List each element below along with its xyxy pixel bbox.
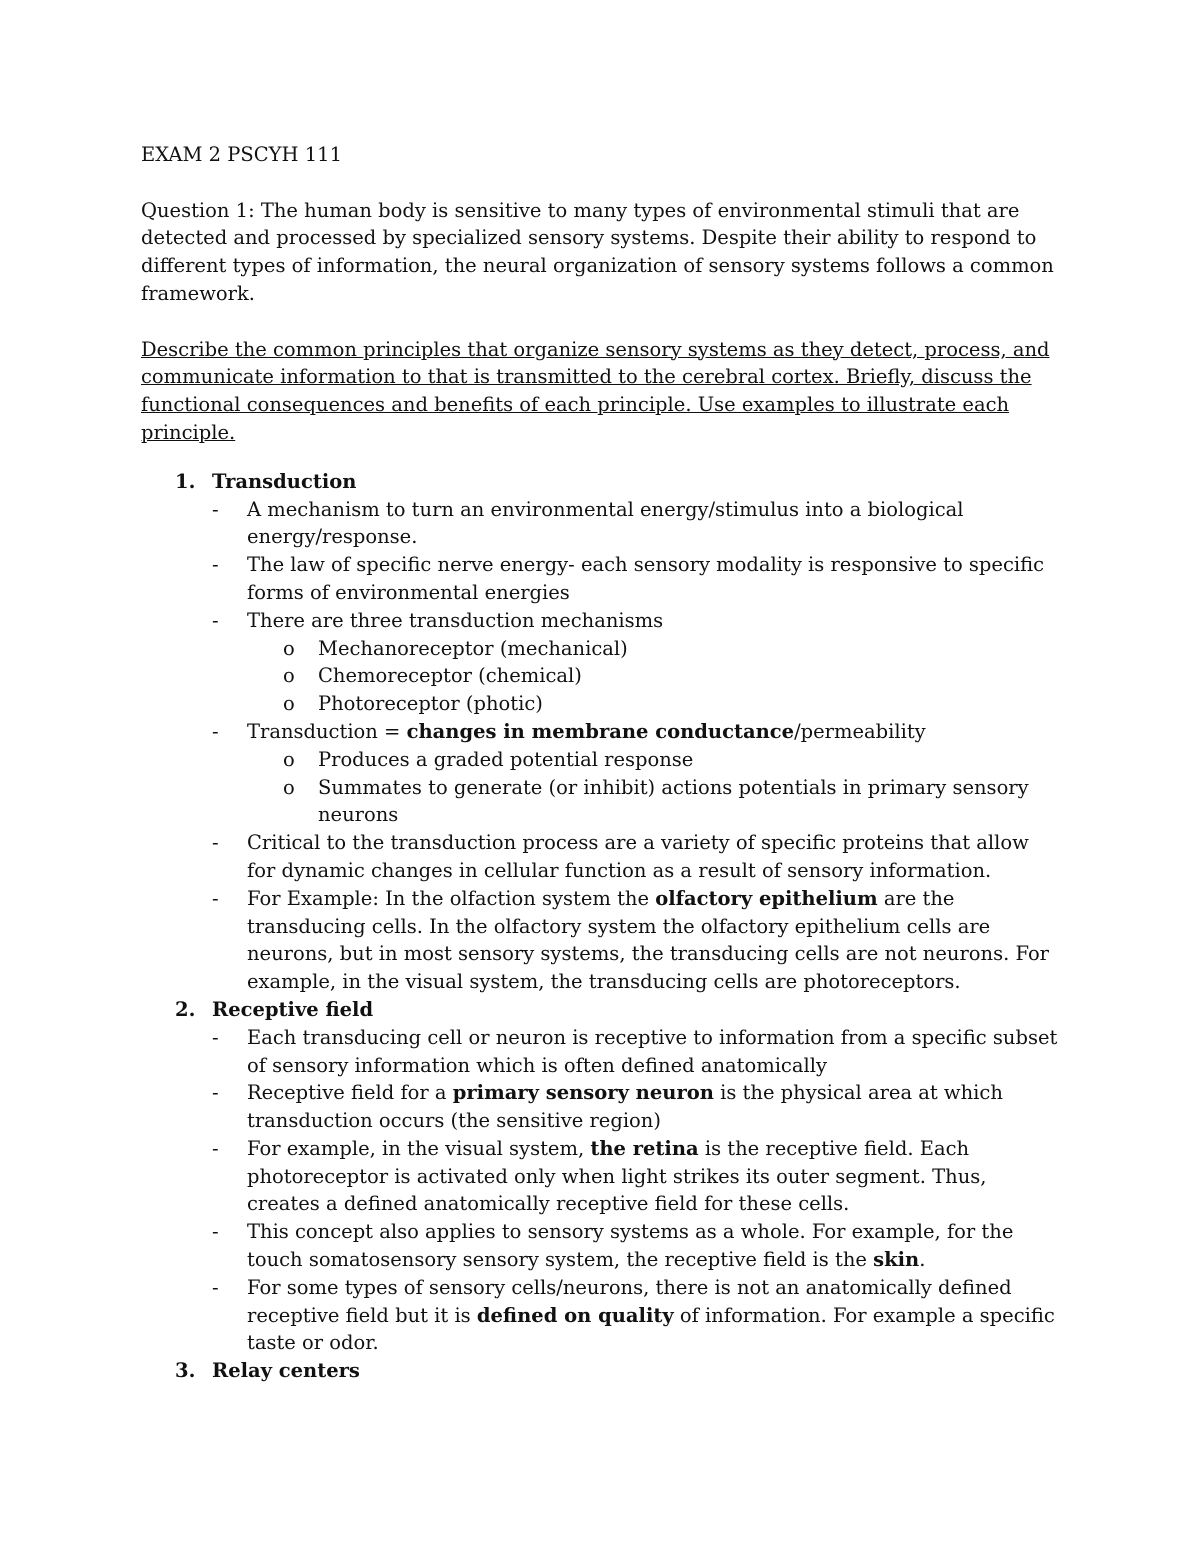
bullet-text-post: are the transducing cells. In the olfactory system the olfactory epithelium cells are neurons, but in most sensory systems, the transducing cells are not neurons. For example, in the visual system, the transducing cells are photoreceptors. [247, 886, 1050, 994]
sub-bullet-text: Summates to generate (or inhibit) actions potentials in primary sensory neurons [318, 775, 1029, 827]
section-title: Transduction [212, 469, 357, 493]
document-page [141, 141, 1066, 1385]
bullet-item [141, 718, 1066, 746]
bullet-text: Each transducing cell or neuron is receptive to information from a specific subset of sensory information which is often defined anatomically [247, 1025, 1058, 1077]
question-prompt: Describe the common principles that organize sensory systems as they detect, process, and communicate information to that is transmitted to the cerebral cortex. Briefly, discuss the functional consequences and benefits of each principle. Use examples to illustrate each principle. [141, 337, 1050, 444]
bullet-item [141, 1079, 1066, 1135]
bullet-text-pre: For example, in the visual system, [247, 1136, 591, 1160]
dash-marker: - [212, 1220, 219, 1244]
bullet-text: Critical to the transduction process are a variety of specific proteins that allow for dynamic changes in cellular function as a result of sensory information. [247, 831, 1029, 882]
bullet-text-post: is the receptive field. Each photoreceptor is activated only when light strikes its outer segment. Thus, creates a defined anatomically receptive field for these cells. [247, 1136, 987, 1216]
bullet-text-post: /permeability [794, 719, 926, 743]
dash-marker: - [212, 886, 219, 910]
bullet-text-post: of information. For example a specific taste or odor. [247, 1303, 1055, 1355]
sub-bullet-item [141, 746, 1066, 774]
bullet-item [141, 551, 1066, 607]
bullet-item [141, 1218, 1066, 1274]
bullet-item [141, 496, 1066, 552]
bullet-text-pre: For some types of sensory cells/neurons, there is not an anatomically defined receptive field but it is [247, 1275, 1012, 1327]
bullet-text-bold: olfactory epithelium [655, 886, 878, 910]
bullet-text-post: . [919, 1248, 926, 1272]
dash-marker: - [212, 1081, 219, 1105]
dash-marker: - [212, 497, 219, 521]
bullet-text-bold: primary sensory neuron [452, 1081, 714, 1105]
circle-marker: o [283, 692, 295, 716]
bullet-text: A mechanism to turn an environmental energy/stimulus into a biological energy/response. [247, 497, 964, 549]
sub-bullet-item [141, 774, 1066, 830]
circle-marker: o [283, 747, 295, 771]
dash-marker: - [212, 719, 219, 743]
bullet-text-bold: changes in membrane conductance [406, 719, 795, 743]
sub-bullet-text: Mechanoreceptor (mechanical) [318, 636, 628, 660]
bullet-text-bold: defined on quality [476, 1303, 674, 1327]
section-transduction [141, 468, 1066, 996]
section-heading [141, 996, 1066, 1024]
bullet-item [141, 1274, 1066, 1357]
section-number: 3. [175, 1359, 196, 1383]
bullet-text-pre: For Example: In the olfaction system the [247, 886, 656, 910]
sub-bullet-item [141, 690, 1066, 718]
dash-marker: - [212, 1275, 219, 1299]
sub-bullet-item [141, 662, 1066, 690]
bullet-text-pre: Transduction = [247, 719, 407, 743]
bullet-text-bold: skin [873, 1248, 920, 1272]
section-relay-centers [141, 1357, 1066, 1385]
sub-bullet-text: Chemoreceptor (chemical) [318, 664, 582, 688]
document-title: EXAM 2 PSCYH 111 [141, 143, 342, 166]
bullet-item [141, 885, 1066, 996]
dash-marker: - [212, 608, 219, 632]
section-receptive-field [141, 996, 1066, 1357]
section-number: 2. [175, 997, 196, 1021]
bullet-item [141, 607, 1066, 635]
sub-bullet-text: Photoreceptor (photic) [318, 692, 543, 716]
section-title: Relay centers [212, 1359, 360, 1383]
section-number: 1. [175, 469, 196, 493]
sub-bullet-item [141, 635, 1066, 663]
bullet-item [141, 1024, 1066, 1080]
sub-bullet-text: Produces a graded potential response [318, 747, 694, 771]
circle-marker: o [283, 664, 295, 688]
dash-marker: - [212, 553, 219, 577]
circle-marker: o [283, 636, 295, 660]
question-text: Question 1: The human body is sensitive to many types of environmental stimuli that are detected and processed by specialized sensory systems. Despite their ability to respond to different types of information, the neural organization of sensory systems follows a common framework. [141, 198, 1054, 305]
bullet-text-pre: Receptive field for a [247, 1081, 453, 1105]
circle-marker: o [283, 775, 295, 799]
section-heading [141, 1357, 1066, 1385]
bullet-item [141, 1135, 1066, 1218]
bullet-text: There are three transduction mechanisms [247, 608, 664, 632]
section-heading [141, 468, 1066, 496]
bullet-text-pre: This concept also applies to sensory systems as a whole. For example, for the touch somatosensory sensory system, the receptive field is the [247, 1220, 1014, 1272]
dash-marker: - [212, 831, 219, 855]
bullet-text: The law of specific nerve energy- each sensory modality is responsive to specific forms of environmental energies [247, 553, 1045, 604]
bullet-text-bold: the retina [590, 1136, 699, 1160]
section-title: Receptive field [212, 997, 374, 1021]
dash-marker: - [212, 1025, 219, 1049]
bullet-text-post: is the physical area at which transduction occurs (the sensitive region) [247, 1081, 1003, 1133]
bullet-item [141, 829, 1066, 885]
dash-marker: - [212, 1136, 219, 1160]
